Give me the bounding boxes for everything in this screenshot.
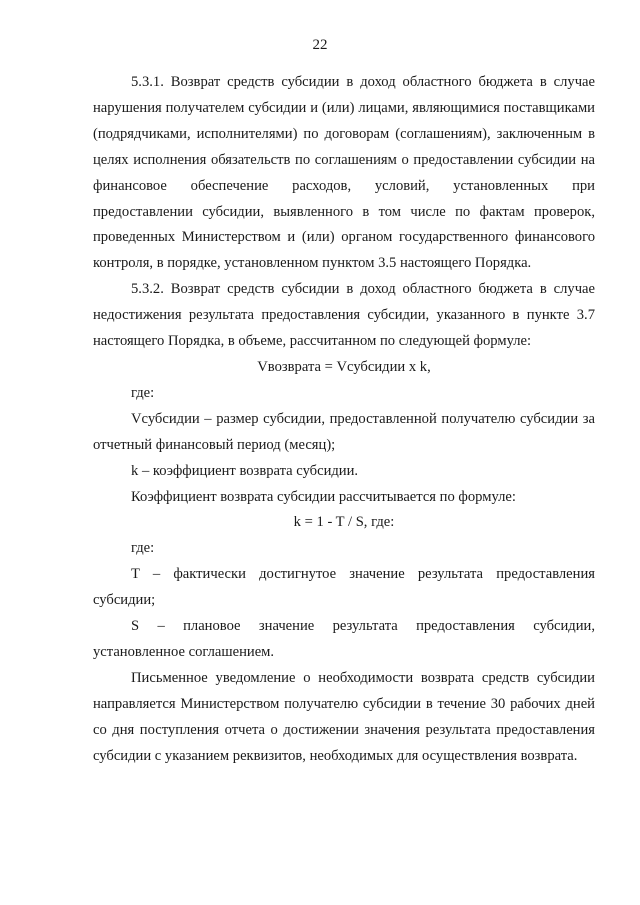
paragraph-k-def: k – коэффициент возврата субсидии. [131, 462, 359, 479]
formula-k: k = 1 - T / S, где: [293, 514, 395, 531]
formula-v-return: Vвозврата = Vсубсидии x k, [257, 358, 431, 375]
paragraph-5-3-2: 5.3.2. Возврат средств субсидии в доход областного бюджета в случае недостижения результата предоставления субсидии, указанного в пункте 3.7 настоящего Порядка, в объеме, рассчитанном по следующей формуле: [93, 281, 595, 350]
paragraph-where-1: где: [131, 384, 155, 401]
paragraph-notice: Письменное уведомление о необходимости возврата средств субсидии направляется Министерством получателю субсидии в течение 30 рабочих дней со дня поступления отчета о достижении значения результата предоставления субсидии с указанием реквизитов, необходимых для осуществления возврата. [93, 669, 595, 764]
page-number: 22 [312, 37, 328, 53]
paragraph-where-2: где: [131, 540, 155, 557]
paragraph-k-formula-intro: Коэффициент возврата субсидии рассчитывается по формуле: [131, 488, 516, 505]
paragraph-t-def: T – фактически достигнутое значение результата предоставления субсидии; [93, 566, 595, 609]
paragraph-v-subsidy-def: Vсубсидии – размер субсидии, предоставленной получателю субсидии за отчетный финансовый период (месяц); [93, 410, 595, 453]
paragraph-s-def: S – плановое значение результата предоставления субсидии, установленное соглашением. [93, 618, 595, 660]
document-body [93, 70, 595, 769]
paragraph-5-3-1: 5.3.1. Возврат средств субсидии в доход областного бюджета в случае нарушения получателем субсидии и (или) лицами, являющимися поставщиками (подрядчиками, исполнителями) по договорам (соглашениям), заключенным в целях исполнения обязательств по соглашениям о предоставлении субсидии на финансовое обеспечение расходов, условий, установленных при предоставлении субсидии, выявленного в том числе по фактам проверок, проведенных Министерством и (или) органом государственного финансового контроля, в порядке, установленном пунктом 3.5 настоящего Порядка. [93, 74, 595, 272]
